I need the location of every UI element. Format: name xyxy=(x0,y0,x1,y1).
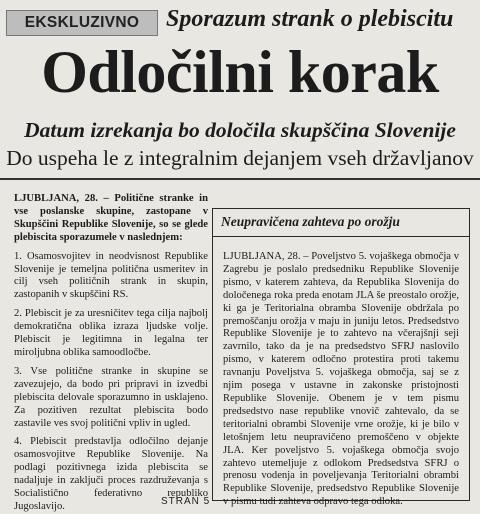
point-1: 1. Osamosvojitev in neodvisnost Republike Slovenije je temeljna politična usmeritev in cilj vseh političnih strank in skupin, zastopanih v skupščini RS. xyxy=(14,250,208,301)
point-4: 4. Plebiscit predstavlja odločilno dejanje osamosvojitve Republike Slovenije. Na podlagi pozitivnega izida plebiscita se nadaljuje in zaključi proces razdruževanja s Socialistično federativno republiko Jugoslavijo. xyxy=(14,436,208,512)
sidebar-box xyxy=(212,208,470,508)
kicker: Sporazum strank o plebiscitu xyxy=(166,6,454,32)
exclusive-badge-label: EKSKLUZIVNO xyxy=(24,14,140,31)
deck-italic: Datum izrekanja bo določila skupščina Slovenije xyxy=(24,118,456,142)
deck-plain: Do uspeha le z integralnim dejanjem vseh državljanov xyxy=(6,146,474,170)
sidebar-box-title: Neupravičena zahteva po orožju xyxy=(213,209,469,237)
sidebar-box-text: LJUBLJANA, 28. – Poveljstvo 5. vojaškega območja v Zagrebu je poslalo predsedniku Republike Slovenije pismo, v katerem zahteva, da Republika Slovenija do določenega roka preda enotam JLA še preostalo orožje, ki ga je Teritorialna obramba Slovenije obdržala po premoščanju orožja v maju in juniju letos. Predsedstvo Republike Slovenije je to zahtevo na včerajšnji seji zavrnilo, tako da je na predsedstvo SFRJ naslovilo pismo, v katerem odločno protestira proti takemu ravnanju Poveljstva 5. vojaškega območja, saj se z njim posega v ustavne in zakonske pristojnosti Republike Slovenije. Obenem je v tem pismu predsedstvo nase republike vnovič zahtevalo, da se teritorialni obrambi Slovenije vrne orožje, ki je bilo v letošnjem letu neupravičeno premoščeno v objekte JLA. Ker poveljstvo 5. vojaškega območja svojo zahtevo utemeljuje z odlokom Predsedstva SFRJ o prenosu vodenja in poveljevanja Teritorialni obrambi Republike Slovenije, predsedstvo Republike Slovenije v pismu tudi zahteva odpravo tega odloka. xyxy=(223,251,459,508)
kicker-row xyxy=(4,6,476,40)
point-3: 3. Vse politične stranke in skupine se zavezujejo, da bodo pri pripravi in izvedbi plebiscita delovale sporazumno in usklajeno. Za pozitiven rezultat plebiscita bodo zastavile ves svoj politični vpliv in ugled. xyxy=(14,365,208,429)
left-column xyxy=(14,193,211,514)
point-2: 2. Plebiscit je za uresničitev tega cilja najbolj demokratična oblika izraza ljudske volje. Plebiscit je legitimna in legalna ter miroljubna oblika samoodločbe. xyxy=(14,308,208,358)
exclusive-badge xyxy=(6,10,158,36)
divider-rule xyxy=(0,178,480,180)
lead-paragraph: LJUBLJANA, 28. – Politične stranke in vse poslanske skupine, zastopane v Skupščini Republike Slovenije, so se glede plebiscita sporazumele v naslednjem: xyxy=(14,193,208,243)
headline: Odločilni korak xyxy=(41,39,439,105)
page-number: STRAN 5 xyxy=(161,496,211,507)
